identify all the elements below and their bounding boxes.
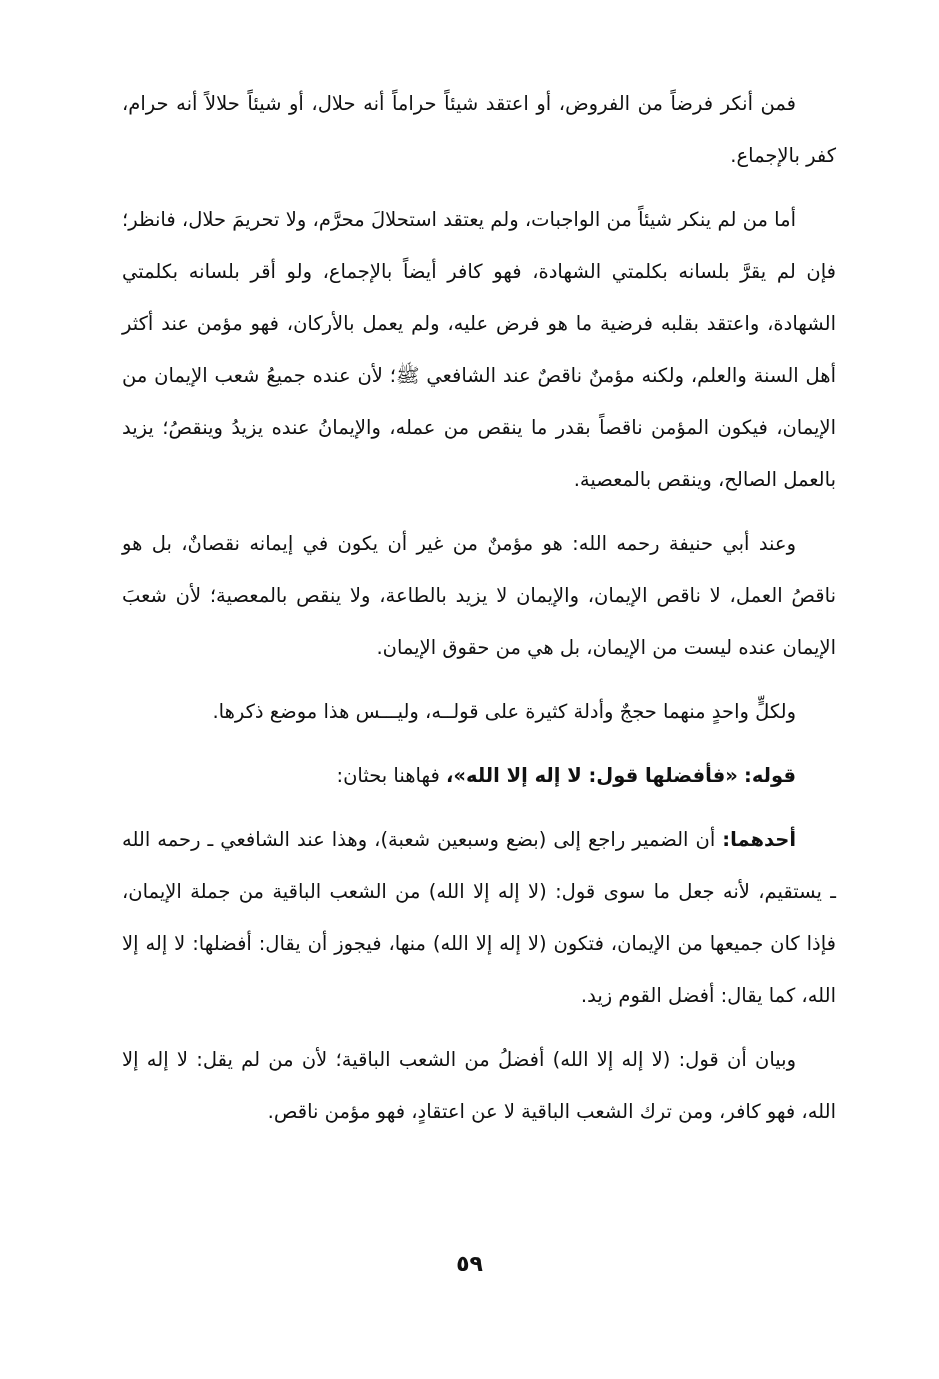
paragraph-4: ولكلٍّ واحدٍ منهما حججٌ وأدلة كثيرة على قولــه، وليـــس هذا موضع ذكرها.: [212, 700, 796, 723]
closing-paragraph: وبيان أن قول: (لا إله إلا الله) أفضلُ من الشعب الباقية؛ لأن من لم يقل: لا إله إلا الله، فهو كافر، ومن ترك الشعب الباقية لا عن اعتقادٍ، فهو مؤمن ناقص.: [122, 1048, 836, 1123]
paragraph-3: وعند أبي حنيفة رحمه الله: هو مؤمنٌ من غير أن يكون في إيمانه نقصانٌ، بل هو ناقصُ العمل، لا ناقص الإيمان، والإيمان لا يزيد بالطاعة، ولا ينقص بالمعصية؛ لأن شعبَ الإيمان عنده ليست من الإيمان، بل هي من حقوق الإيمان.: [122, 532, 836, 659]
first-point-paragraph: [122, 814, 836, 1022]
page-number: ٥٩: [456, 1252, 483, 1277]
heading-rest: فهاهنا بحثان:: [336, 764, 440, 787]
paragraph-2: أما من لم ينكر شيئاً من الواجبات، ولم يعتقد استحلالَ محرَّم، ولا تحريمَ حلال، فانظر؛ فإن لم يقرَّ بلسانه بكلمتي الشهادة، فهو كافر أيضاً بالإجماع، ولو أقر بلسانه بكلمتي الشهادة، واعتقد بقلبه فرضية ما هو فرض عليه، ولم يعمل بالأركان، فهو مؤمن عند أكثر أهل السنة والعلم، ولكنه مؤمنٌ ناقصٌ عند الشافعي ﷺ؛ لأن عنده جميعُ شعب الإيمان من الإيمان، فيكون المؤمن ناقصاً بقدر ما ينقص من عمله، والإيمانُ عنده يزيدُ وينقصُ؛ يزيد بالعمل الصالح، وينقص بالمعصية.: [122, 208, 836, 491]
page-body: [122, 78, 836, 1150]
heading-label: قوله:: [744, 764, 796, 787]
heading-quote: «فأفضلها قول: لا إله إلا الله»،: [446, 764, 738, 787]
section-heading: [122, 750, 836, 802]
paragraph-1: فمن أنكر فرضاً من الفروض، أو اعتقد شيئاً حراماً أنه حلال، أو شيئاً حلالاً أنه حرام، كفر بالإجماع.: [122, 92, 836, 167]
first-point-label: أحدهما:: [722, 828, 796, 851]
first-point-text: أن الضمير راجع إلى (بضع وسبعين شعبة)، وهذا عند الشافعي ـ رحمه الله ـ يستقيم، لأنه جعل ما سوى قول: (لا إله إلا الله) من الشعب الباقية من جملة الإيمان، فإذا كان جميعها من الإيمان، فتكون (لا إله إلا الله) منها، فيجوز أن يقال: أفضلها: لا إله إلا الله، كما يقال: أفضل القوم زيد.: [122, 828, 836, 1007]
